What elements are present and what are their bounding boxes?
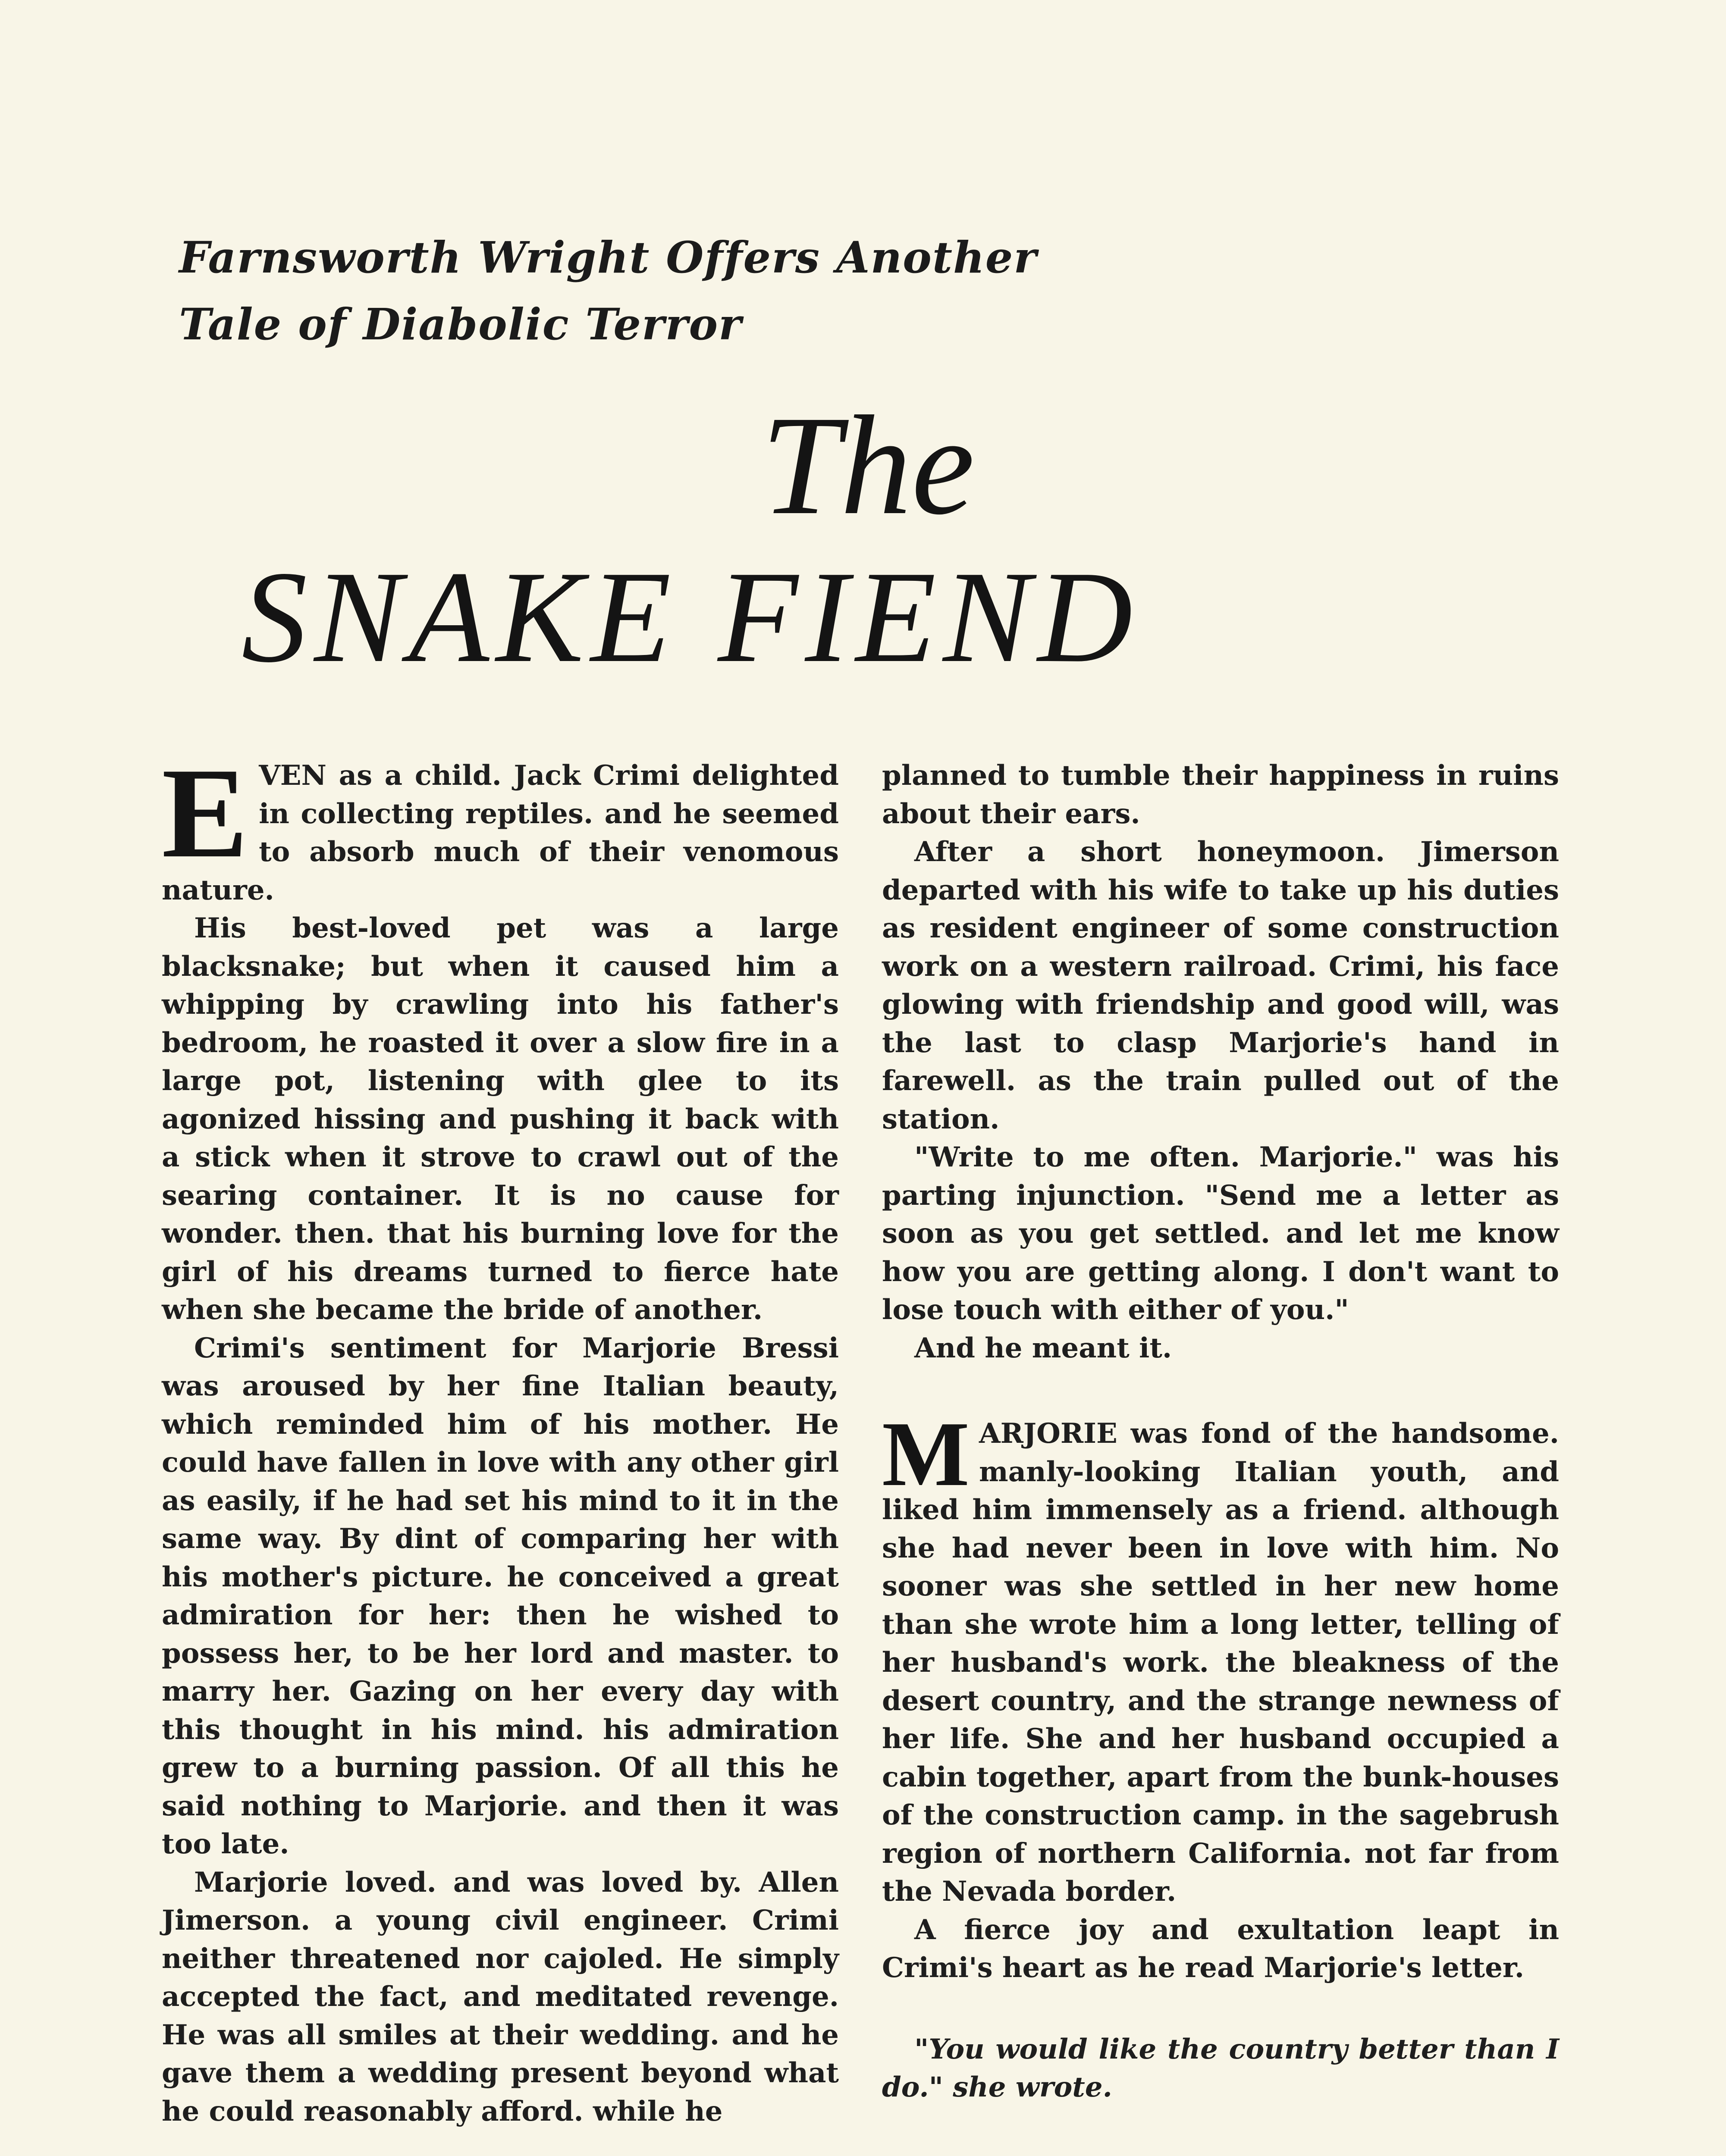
right-column [882,757,1559,2107]
paragraph: A fierce joy and exultation leapt in Crimi's heart as he read Marjorie's letter. [882,1913,1559,1984]
paragraph [162,741,839,909]
story-title: SNAKE FIEND [242,544,1140,689]
kicker-headline [179,224,1171,358]
left-column [162,741,839,2131]
paragraph-text: VEN as a child. Jack Crimi delighted in collecting reptiles. and he seemed to absorb much of their venomous nature. [162,759,839,906]
paragraph: planned to tumble their happiness in ruins about their ears. [882,759,1559,830]
spacer [882,1987,1559,2031]
drop-cap: E [162,741,248,884]
paragraph-text: ARJORIE was fond of the handsome. manly-looking Italian youth, and liked him immensely as a friend. although she had never been in love with him. No sooner was she settled in her new home than she wrote him a long letter, telling of her husband's work. the bleakness of the desert country, and the strange newness of her life. She and her husband occupied a cabin together, apart from the bunk-houses of the construction camp. in the sagebrush region of northern California. not far from the Nevada border. [882,1417,1559,1908]
paragraph: And he meant it. [914,1332,1172,1364]
section-break [882,1367,1559,1415]
paragraph: Marjorie loved. and was loved by. Allen Jimerson. a young civil engineer. Crimi neither threatened nor cajoled. He simply accepted the fact, and meditated revenge. He was all smiles at their wedding. and he gave them a wedding present beyond what he could reasonably afford. while he [162,1866,839,2128]
paragraph: Crimi's sentiment for Marjorie Bressi was aroused by her fine Italian beauty, which reminded him of his mother. He could have fallen in love with any other girl as easily, if he had set his mind to it in the same way. By dint of comparing her with his mother's picture. he conceived a great admiration for her: then he wished to possess her, to be her lord and master. to marry her. Gazing on her every day with this thought in his mind. his admiration grew to a burning passion. Of all this he said nothing to Marjorie. and then it was too late. [162,1332,839,1860]
drop-cap: M [882,1402,970,1505]
title-the: The [761,387,975,544]
paragraph [882,1402,1559,1911]
quoted-paragraph: "You would like the country better than I do." she wrote. [882,2033,1559,2103]
kicker-line-1: Farnsworth Wright Offers Another [179,232,1038,283]
kicker-line-2: Tale of Diabolic Terror [179,299,742,350]
paragraph: "Write to me often. Marjorie." was his parting injunction. "Send me a letter as soon as you get settled. and let me know how you are getting along. I don't want to lose touch with either of you." [882,1141,1559,1326]
paragraph: His best-loved pet was a large blacksnake; but when it caused him a whipping by crawling into his father's bedroom, he roasted it over a slow fire in a large pot, listening with glee to its agonized hissing and pushing it back with a stick when it strove to crawl out of the searing container. It is no cause for wonder. then. that his burning love for the girl of his dreams turned to fierce hate when she became the bride of another. [162,912,839,1326]
paragraph: After a short honeymoon. Jimerson departed with his wife to take up his duties as resident engineer of some construction work on a western railroad. Crimi, his face glowing with friendship and good will, was the last to clasp Marjorie's hand in farewell. as the train pulled out of the station. [882,836,1559,1135]
